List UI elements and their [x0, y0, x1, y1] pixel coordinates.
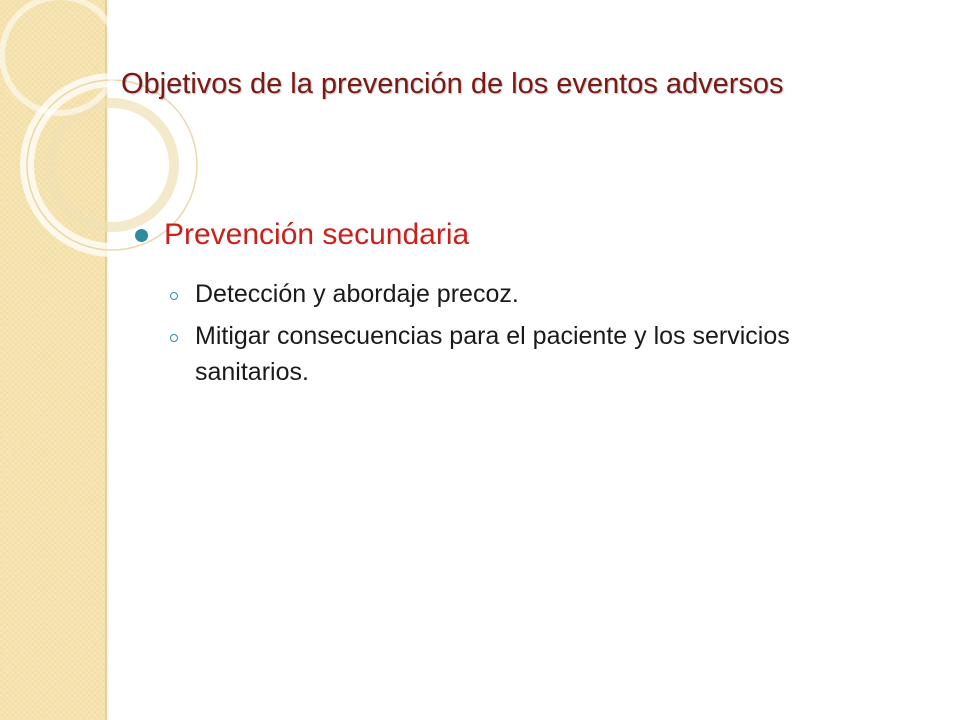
bullet-text: Prevención secundaria	[164, 218, 470, 251]
slide-content	[135, 212, 895, 396]
sub-bullet-item	[170, 276, 895, 312]
sub-bullet-item	[170, 318, 895, 390]
ring-bullet-icon	[170, 334, 178, 342]
side-band	[0, 0, 107, 720]
side-band-edge	[105, 0, 109, 720]
sub-bullet-text: Detección y abordaje precoz.	[195, 280, 519, 308]
bullet-item	[135, 212, 895, 258]
ring-bullet-icon	[170, 292, 178, 300]
sub-bullet-text: Mitigar consecuencias para el paciente y los servicios sanitarios.	[195, 322, 790, 386]
filled-circle-bullet-icon	[135, 229, 148, 242]
slide-title: Objetivos de la prevención de los eventos adversos	[121, 68, 784, 100]
